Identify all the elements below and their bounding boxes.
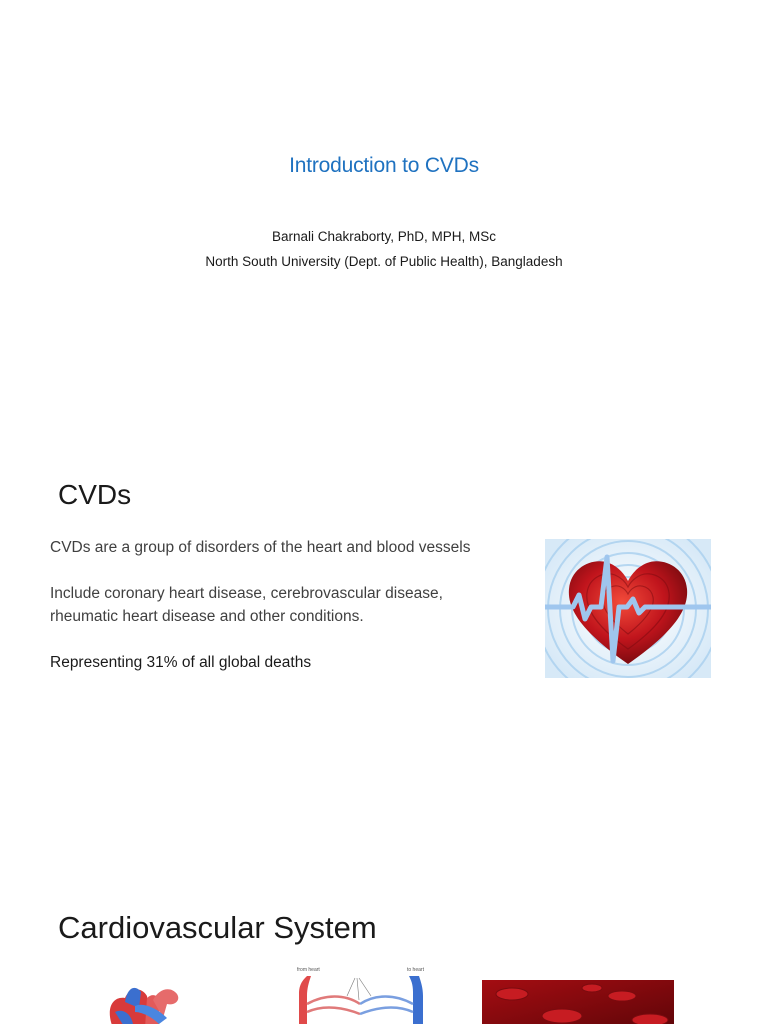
cvds-slide — [0, 432, 768, 864]
cardiovascular-system-slide — [0, 864, 768, 1024]
bullet-global-deaths: Representing 31% of all global deaths — [50, 654, 312, 671]
heart-pulse-image — [545, 539, 711, 678]
blood-cells-image — [482, 980, 674, 1024]
bullet-definition: CVDs are a group of disorders of the heart and blood vessels — [50, 539, 471, 556]
slide-heading: Cardiovascular System — [58, 910, 377, 945]
svg-text:from heart: from heart — [297, 967, 320, 973]
svg-text:to heart: to heart — [407, 967, 424, 973]
author-line: Barnali Chakraborty, PhD, MPH, MSc — [271, 229, 497, 244]
bullet-includes: Include coronary heart disease, cerebrovascular disease, rheumatic heart disease and other conditions. — [50, 585, 443, 625]
heart-anatomy-image — [95, 978, 205, 1024]
affiliation-line: North South University (Dept. of Public Health), Bangladesh — [205, 254, 563, 269]
presentation-title: Introduction to CVDs — [289, 154, 479, 177]
circulation-diagram-image — [285, 964, 435, 1024]
slide-heading: CVDs — [58, 479, 132, 510]
title-slide — [0, 0, 768, 432]
